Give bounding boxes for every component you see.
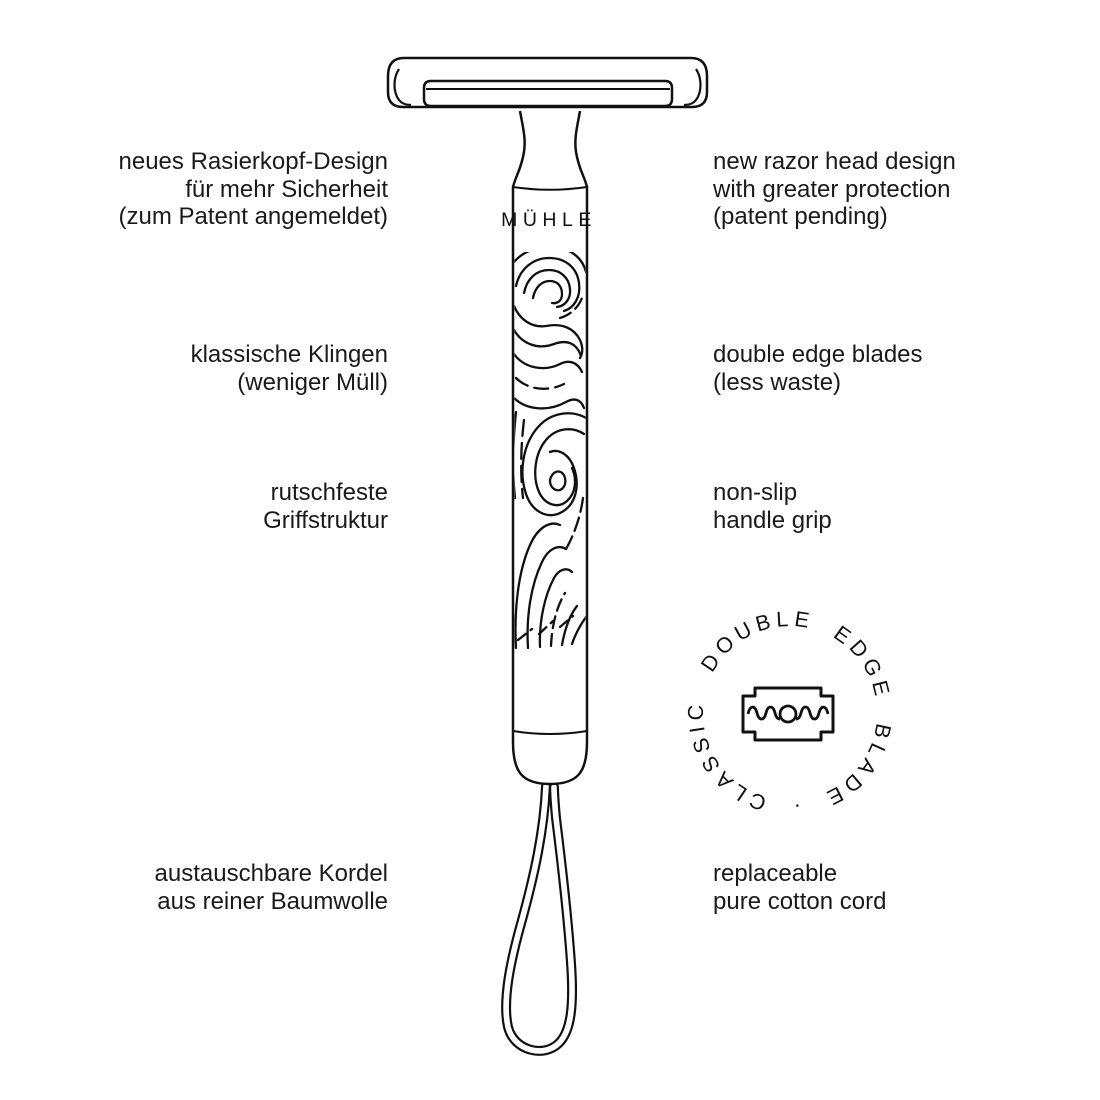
annotation-line: new razor head design — [713, 148, 956, 175]
annotation-en-grip — [713, 479, 1083, 534]
annotation-en-razor-head — [713, 148, 1083, 231]
annotation-de-cord — [0, 860, 388, 915]
annotation-line: replaceable — [713, 860, 838, 887]
annotation-line: klassische Klingen — [190, 341, 388, 368]
double-edge-blade-icon — [743, 688, 833, 740]
annotation-line: (less waste) — [713, 368, 842, 396]
annotation-line: double edge blades — [713, 341, 923, 368]
annotation-line: handle grip — [713, 506, 832, 534]
razor-head — [388, 58, 707, 107]
razor-neck — [513, 111, 587, 187]
annotation-line: neues Rasierkopf-Design — [118, 148, 388, 175]
annotation-de-blades — [0, 341, 388, 396]
annotation-line: Griffstruktur — [263, 506, 388, 534]
annotation-en-blades — [713, 341, 1083, 396]
annotation-de-grip — [0, 479, 388, 534]
brand-label: MÜHLE — [501, 209, 597, 231]
head-base-plate — [424, 81, 672, 106]
classic-blade-badge — [684, 607, 896, 820]
annotation-line: rutschfeste — [270, 479, 388, 506]
annotation-line: with greater protection — [713, 175, 951, 203]
annotation-en-cord — [713, 860, 1083, 915]
annotation-line: pure cotton cord — [713, 887, 887, 915]
annotation-de-razor-head — [0, 148, 388, 231]
annotation-line: für mehr Sicherheit — [185, 175, 388, 203]
annotation-line: austauschbare Kordel — [154, 860, 388, 887]
annotation-line: non-slip — [713, 479, 798, 506]
cotton-cord-loop — [506, 786, 572, 1051]
annotation-line: aus reiner Baumwolle — [157, 887, 388, 915]
annotation-line: (weniger Müll) — [237, 368, 388, 396]
badge-circular-text: DOUBLE EDGE BLADE · CLASSIC — [683, 606, 897, 820]
annotation-line: (zum Patent angemeldet) — [118, 203, 388, 230]
annotation-line: (patent pending) — [713, 203, 888, 230]
